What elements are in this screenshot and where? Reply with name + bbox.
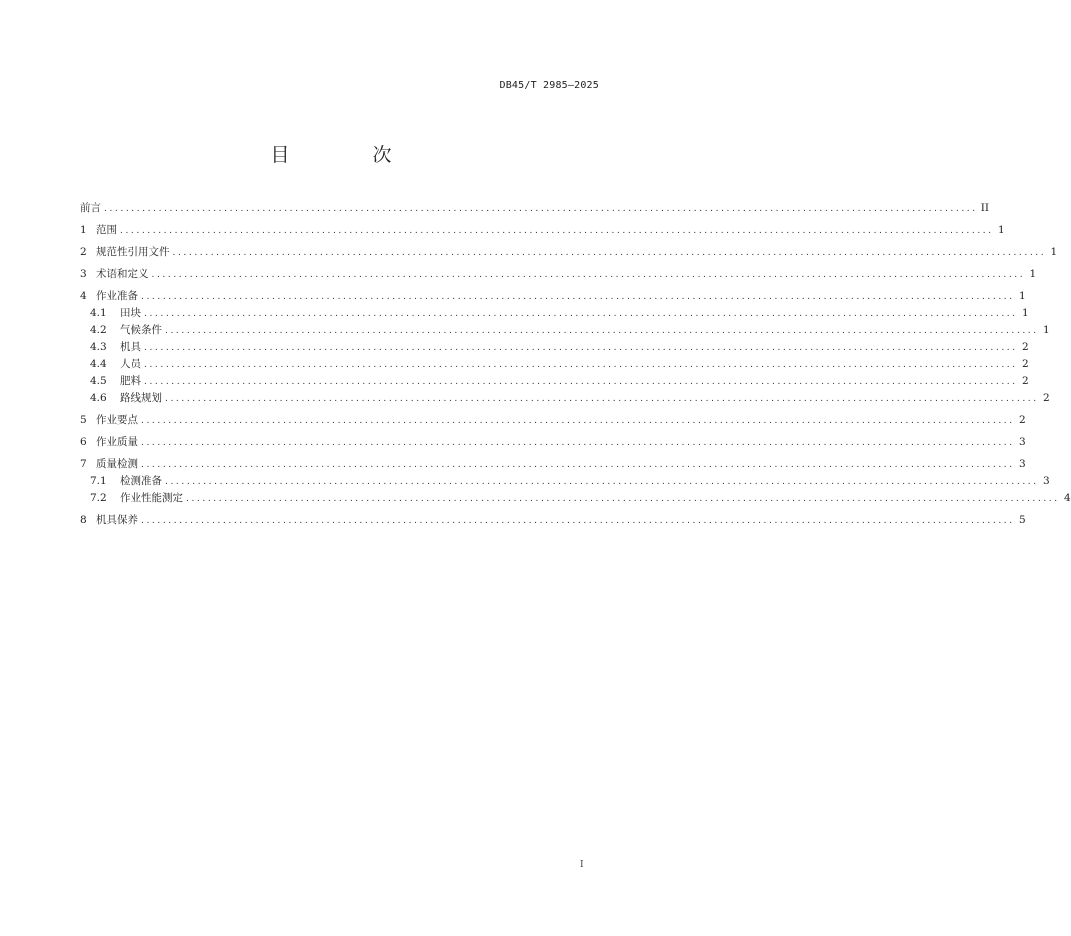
toc-entry-page: 1 [998,224,1005,236]
dot-leader: ................................................................................................................................................................ [144,343,1018,353]
dot-leader: ................................................................................................................................................................ [165,477,1039,487]
toc-entry-page: II [980,202,990,214]
dot-leader: ................................................................................................................................................................ [165,326,1039,336]
toc-entry-page: 1 [1022,307,1029,319]
toc-entry-title: 作业质量 [96,436,138,448]
toc-entry[interactable] [80,288,1026,305]
dot-leader: ................................................................................................................................................................ [104,204,978,214]
toc-entry-page: 3 [1019,436,1026,448]
toc-entry-number: 6 [80,436,87,448]
toc-entry-title: 机具 [120,341,141,353]
toc-entry-page: 1 [1043,324,1050,336]
toc-entry-number: 5 [80,414,87,426]
toc-entry-page: 5 [1019,514,1026,526]
toc-entry-title: 作业性能测定 [120,492,183,504]
toc-entry[interactable] [80,512,1026,529]
toc-entry-number: 4.1 [90,307,107,319]
page-number: I [580,860,584,870]
dot-leader: ................................................................................................................................................................ [141,460,1015,470]
toc-entry-title: 术语和定义 [96,268,149,280]
toc-entry-number: 4.2 [90,324,107,336]
toc-entry-title: 田块 [120,307,141,319]
toc-entry[interactable] [80,412,1026,429]
toc-entry[interactable] [80,356,1029,373]
document-code: DB45/T 2985—2025 [499,80,599,91]
toc-entry-title: 气候条件 [120,324,162,336]
toc-entry[interactable] [80,390,1050,407]
toc-entry-title: 规范性引用文件 [96,246,170,258]
toc-entry-number: 4.5 [90,375,107,387]
toc-entry-page: 2 [1043,392,1050,404]
page-title: 目 次 [270,144,424,166]
toc-entry-page: 2 [1022,358,1029,370]
toc-entry[interactable] [80,244,1058,261]
toc-entry-title: 作业要点 [96,414,138,426]
dot-leader: ................................................................................................................................................................ [172,248,1047,258]
toc-entry-title: 人员 [120,358,141,370]
dot-leader: ................................................................................................................................................................ [141,438,1015,448]
toc-entry-title: 范围 [96,224,117,236]
toc-entry-page: 1 [1019,290,1026,302]
toc-entry-number: 8 [80,514,87,526]
toc-entry-number: 1 [80,224,87,236]
dot-leader: ................................................................................................................................................................ [141,516,1015,526]
toc-entry-page: 3 [1043,475,1050,487]
toc-entry-number: 7 [80,458,87,470]
toc-entry-number: 4 [80,290,87,302]
dot-leader: ................................................................................................................................................................ [186,494,1060,504]
toc-entry-page: 1 [1050,246,1058,258]
toc-entry-page: 4 [1064,492,1071,504]
toc-entry-title: 肥料 [120,375,141,387]
dot-leader: ................................................................................................................................................................ [165,394,1039,404]
toc-entry-number: 4.4 [90,358,107,370]
toc-entry-page: 2 [1019,414,1026,426]
toc-entry-title: 前言 [80,202,101,214]
dot-leader: ................................................................................................................................................................ [144,360,1018,370]
toc-entry-title: 检测准备 [120,475,162,487]
toc-entry[interactable] [80,200,990,217]
toc-entry[interactable] [80,322,1050,339]
toc-entry-number: 4.3 [90,341,107,353]
toc-entry[interactable] [80,339,1029,356]
dot-leader: ................................................................................................................................................................ [141,292,1015,302]
toc-entry-number: 3 [80,268,87,280]
toc-entry[interactable] [80,456,1026,473]
toc-entry[interactable] [80,305,1029,322]
toc-entry[interactable] [80,490,1071,507]
toc-entry-title: 作业准备 [96,290,138,302]
dot-leader: ................................................................................................................................................................ [144,309,1018,319]
table-of-contents [80,200,1071,529]
toc-entry-title: 质量检测 [96,458,138,470]
toc-entry[interactable] [80,266,1037,283]
dot-leader: ................................................................................................................................................................ [141,416,1015,426]
toc-entry-number: 2 [80,246,87,258]
toc-entry-number: 4.6 [90,392,107,404]
dot-leader: ................................................................................................................................................................ [144,377,1018,387]
toc-entry-page: 2 [1022,375,1029,387]
toc-entry[interactable] [80,373,1029,390]
toc-entry-title: 路线规划 [120,392,162,404]
dot-leader: ................................................................................................................................................................ [120,226,994,236]
dot-leader: ................................................................................................................................................................ [151,270,1026,280]
toc-entry-page: 2 [1022,341,1029,353]
toc-entry-page: 1 [1029,268,1037,280]
toc-entry-number: 7.1 [90,475,107,487]
toc-entry-title: 机具保养 [96,514,138,526]
toc-entry[interactable] [80,434,1026,451]
toc-entry-page: 3 [1019,458,1026,470]
toc-entry[interactable] [80,473,1050,490]
toc-entry-number: 7.2 [90,492,107,504]
toc-entry[interactable] [80,222,1005,239]
